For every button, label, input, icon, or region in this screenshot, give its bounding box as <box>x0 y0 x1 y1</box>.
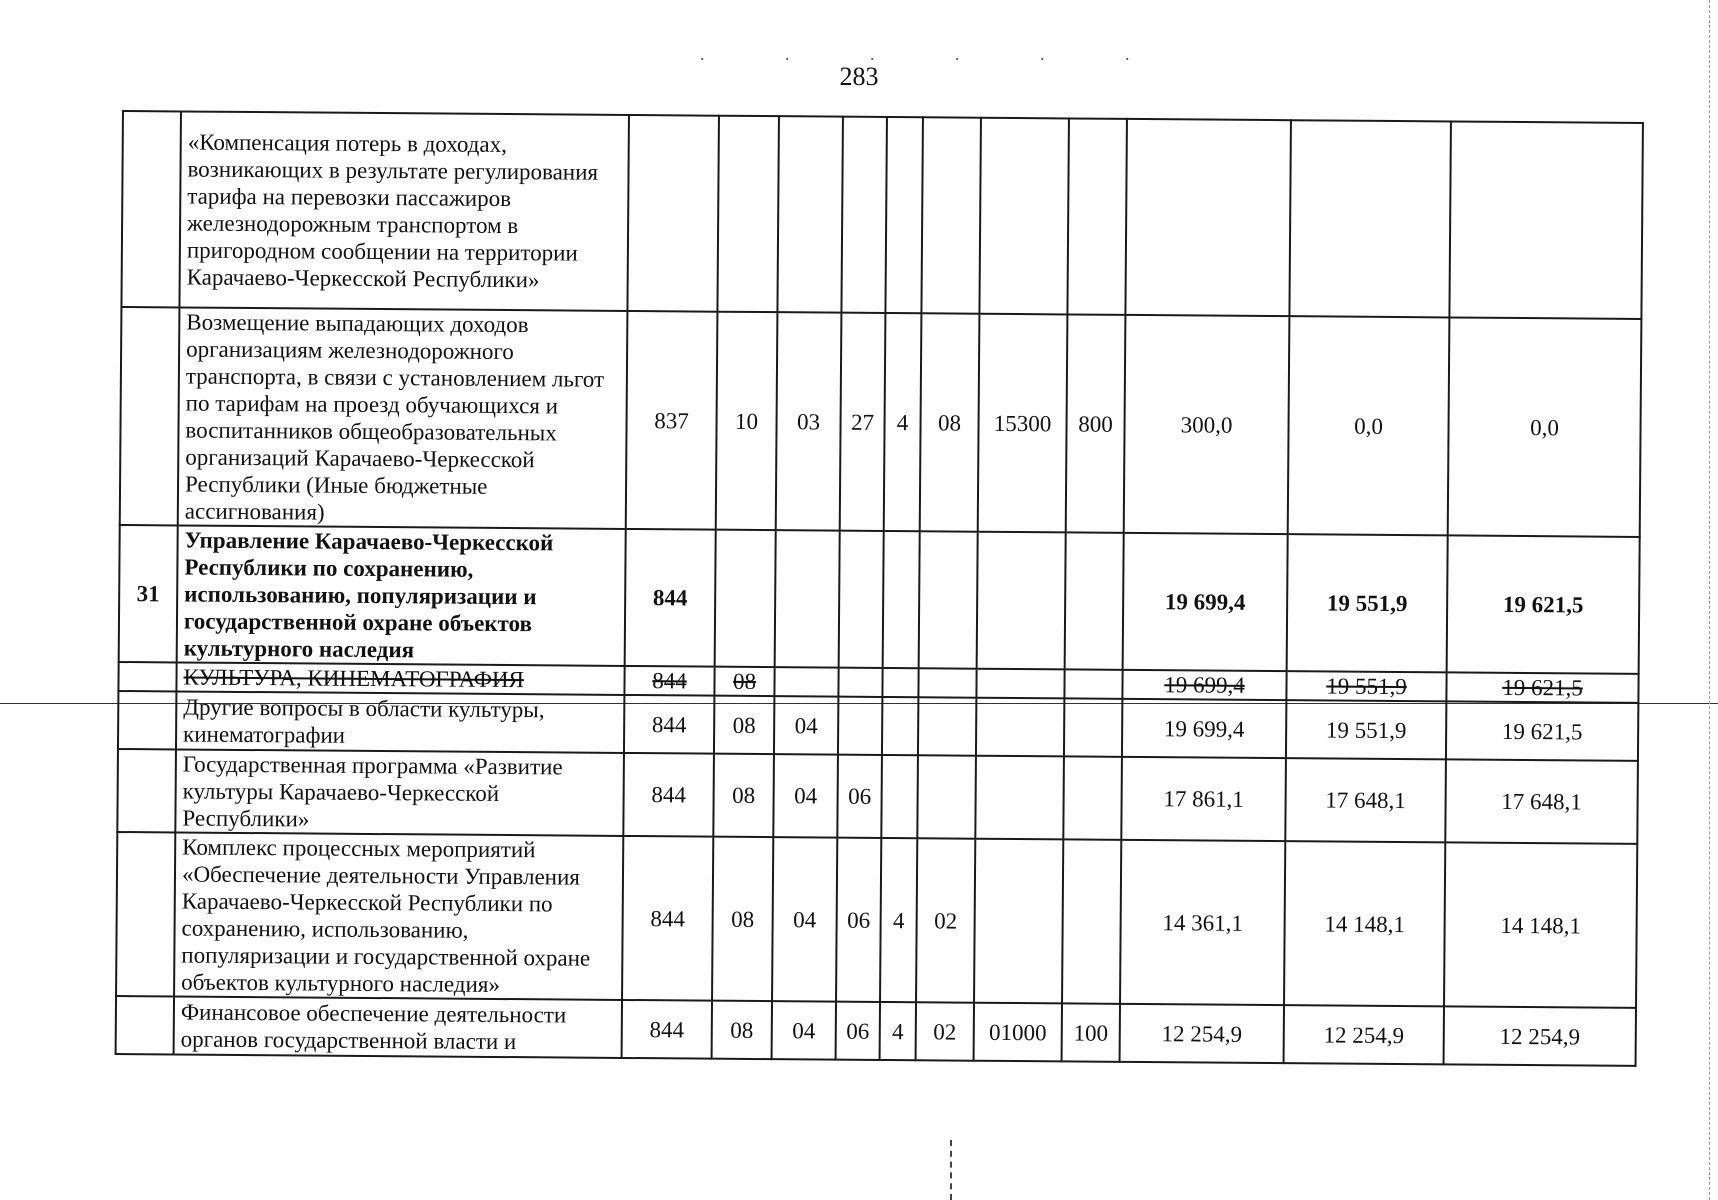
amount-year-3: 17 648,1 <box>1445 759 1638 844</box>
code-section <box>715 530 776 667</box>
amount-year-2 <box>1289 120 1451 317</box>
code-ministry: 844 <box>623 753 714 837</box>
code-subsection: 04 <box>772 1001 836 1060</box>
table-row <box>121 111 1642 319</box>
code-type <box>882 668 918 697</box>
row-number <box>116 996 174 1054</box>
row-number <box>116 832 175 996</box>
code-section: 10 <box>716 312 778 530</box>
code-expense-type <box>1063 756 1122 839</box>
amount-year-3: 19 621,5 <box>1446 701 1638 761</box>
table-row <box>116 832 1637 1008</box>
amount-year-3: 12 254,9 <box>1444 1006 1636 1066</box>
table-row <box>117 749 1638 844</box>
amount-year-2: 19 551,9 <box>1286 700 1446 759</box>
amount-year-3 <box>1449 121 1643 319</box>
code-program: 06 <box>836 838 881 1002</box>
amount-year-1: 19 699,4 <box>1122 670 1286 700</box>
amount-year-1: 19 699,4 <box>1123 533 1288 671</box>
code-direction <box>974 839 1063 1004</box>
code-type <box>883 531 920 668</box>
amount-year-2: 0,0 <box>1288 316 1450 535</box>
amount-year-3: 19 621,5 <box>1446 672 1638 703</box>
code-type <box>882 697 918 755</box>
code-expense-type <box>1064 698 1122 756</box>
code-expense-type: 100 <box>1062 1003 1120 1061</box>
code-ministry: 844 <box>622 1000 712 1059</box>
row-number <box>118 691 176 749</box>
code-direction <box>975 756 1064 840</box>
amount-year-2: 19 551,9 <box>1287 534 1448 672</box>
budget-table-sheet <box>115 110 1642 1067</box>
code-direction: 15300 <box>978 314 1068 533</box>
row-name: Возмещение выпадающих доходов организациям железнодорожного транспорта, в связи с установлением льгот по тарифам на проезд обучающихся и воспитанников общеобразовательных организаций Карачаево-Черкесской Республики (Иные бюджетные ассигнования) <box>178 307 628 529</box>
code-subprogram <box>917 755 976 838</box>
amount-year-1: 300,0 <box>1124 315 1290 534</box>
row-name: КУЛЬТУРА, КИНЕМАТОГРАФИЯ <box>176 662 624 695</box>
code-program: 06 <box>836 1002 880 1060</box>
code-type <box>881 755 918 838</box>
row-name: Комплекс процессных мероприятий «Обеспечение деятельности Управления Карачаево-Черкесской Республики по сохранению, использованию, популяризации и государственной охране объектов культурного наследия» <box>174 832 623 1000</box>
code-section: 08 <box>712 1001 772 1059</box>
budget-table <box>115 110 1644 1067</box>
table-row-department <box>119 525 1640 674</box>
code-program <box>838 668 882 697</box>
code-program <box>839 531 884 668</box>
code-type: 4 <box>884 313 922 531</box>
scan-specks: . . . . . . <box>700 44 1168 64</box>
row-name: Управление Карачаево-Черкесской Республики по сохранению, использованию, популяризации и государственной охране объектов культурного наследия <box>177 525 626 666</box>
code-section: 08 <box>714 667 774 696</box>
code-direction <box>976 698 1064 757</box>
code-subsection: 03 <box>776 312 842 530</box>
code-subprogram <box>919 531 978 668</box>
amount-year-2: 17 648,1 <box>1285 758 1446 842</box>
code-section: 08 <box>714 696 774 754</box>
row-number: 31 <box>119 525 178 662</box>
amount-year-1 <box>1125 119 1291 316</box>
code-program <box>841 117 887 313</box>
amount-year-1: 14 361,1 <box>1120 840 1285 1005</box>
code-expense-type <box>1067 118 1127 314</box>
code-section <box>717 116 779 312</box>
code-type <box>885 117 923 313</box>
code-direction <box>977 532 1066 670</box>
code-type: 4 <box>880 838 917 1002</box>
code-expense-type: 800 <box>1066 314 1126 532</box>
code-subprogram <box>918 697 976 755</box>
code-ministry: 837 <box>626 311 718 530</box>
code-expense-type <box>1065 532 1124 669</box>
code-ministry: 844 <box>624 695 714 754</box>
row-name: Другие вопросы в области культуры, кинематографии <box>176 691 624 753</box>
row-number <box>118 662 176 691</box>
scan-margin-mark <box>950 1140 952 1200</box>
code-subsection <box>774 667 838 697</box>
row-name: Финансовое обеспечение деятельности органов государственной власти и <box>174 996 622 1058</box>
code-subprogram: 02 <box>916 1002 974 1060</box>
amount-year-3: 0,0 <box>1448 317 1642 537</box>
row-number <box>121 111 181 307</box>
code-ministry: 844 <box>625 529 716 667</box>
code-subsection: 04 <box>774 696 838 755</box>
amount-year-2: 14 148,1 <box>1284 841 1445 1006</box>
code-direction <box>976 669 1064 699</box>
amount-year-1: 17 861,1 <box>1121 757 1286 841</box>
code-subsection <box>775 530 840 667</box>
code-subprogram: 02 <box>916 838 975 1002</box>
code-section: 08 <box>713 754 774 837</box>
amount-year-2: 19 551,9 <box>1286 671 1446 701</box>
code-ministry: 844 <box>624 666 714 696</box>
code-expense-type <box>1064 669 1122 698</box>
code-program: 27 <box>840 313 886 531</box>
code-ministry <box>627 115 719 312</box>
code-subprogram <box>921 117 981 313</box>
table-row <box>120 307 1642 537</box>
row-number <box>120 307 180 525</box>
table-row <box>116 996 1636 1066</box>
code-section: 08 <box>712 837 773 1001</box>
code-direction: 01000 <box>974 1003 1062 1062</box>
amount-year-1: 19 699,4 <box>1122 699 1286 758</box>
code-subprogram: 08 <box>920 313 980 531</box>
code-type: 4 <box>880 1002 916 1060</box>
code-ministry: 844 <box>622 836 713 1001</box>
code-subsection <box>777 116 843 312</box>
code-subprogram <box>918 668 976 697</box>
row-name: Государственная программа «Развитие культуры Карачаево-Черкесской Республики» <box>175 749 624 836</box>
code-subsection: 04 <box>773 754 838 838</box>
row-number <box>117 749 176 832</box>
code-program: 06 <box>837 755 882 838</box>
page-number: 283 <box>839 62 879 91</box>
code-subsection: 04 <box>772 837 837 1001</box>
amount-year-3: 14 148,1 <box>1444 842 1637 1008</box>
code-program <box>838 697 882 755</box>
scan-edge-mark <box>1709 0 1710 1200</box>
amount-year-2: 12 254,9 <box>1284 1005 1444 1064</box>
amount-year-1: 12 254,9 <box>1120 1004 1284 1063</box>
amount-year-3: 19 621,5 <box>1447 535 1640 674</box>
row-name: «Компенсация потерь в доходах, возникающих в результате регулирования тарифа на перевозки пассажиров железнодорожным транспортом в пригородном сообщении на территории Карачаево-Черкесской Республики» <box>179 111 629 311</box>
code-expense-type <box>1062 839 1121 1003</box>
code-direction <box>979 118 1069 315</box>
